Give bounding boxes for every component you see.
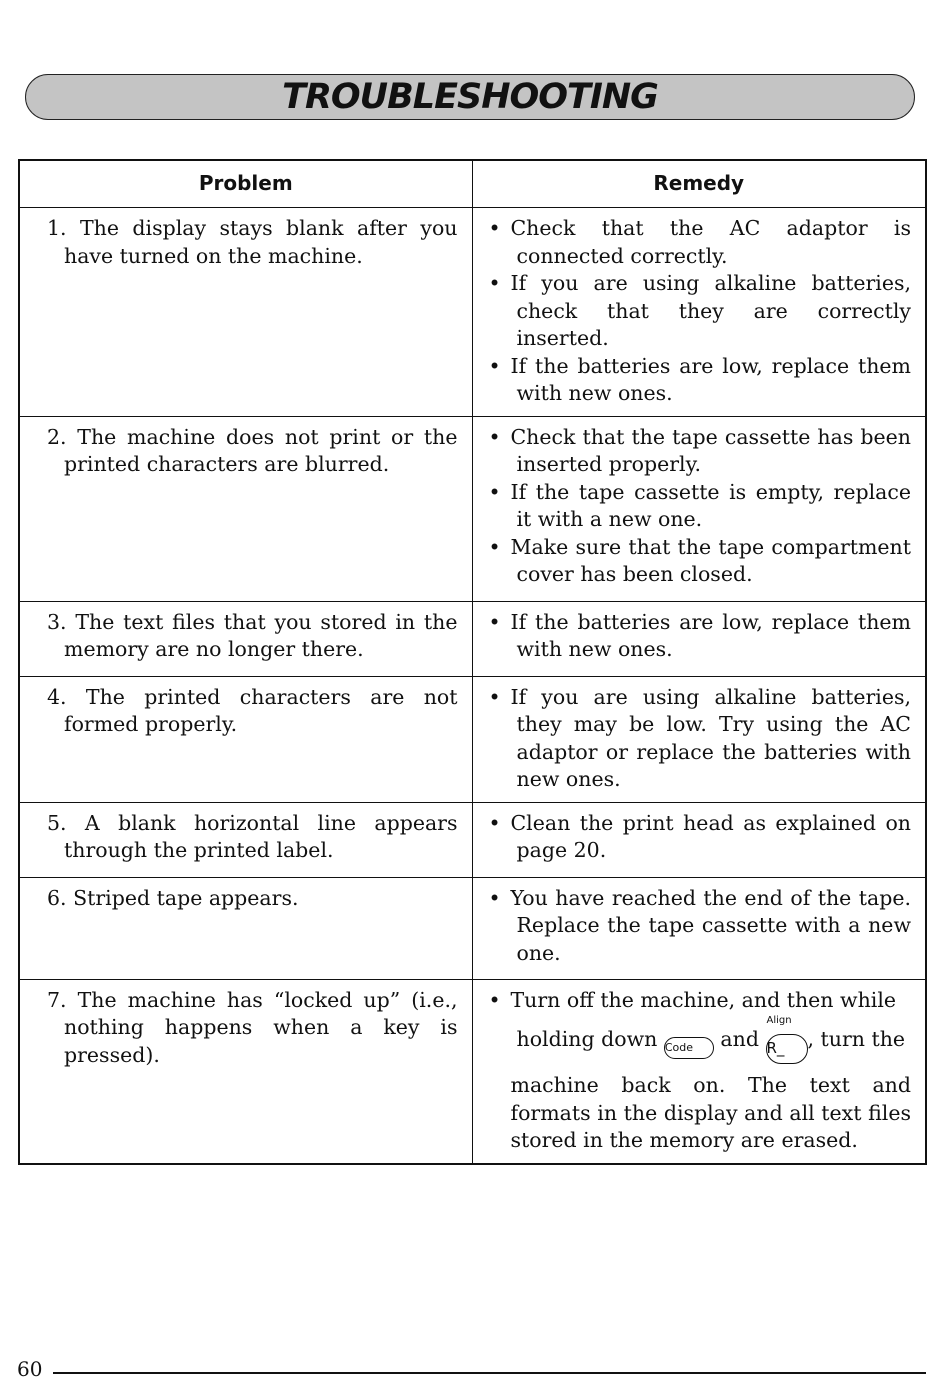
problem-text: 7. The machine has “locked up” (i.e., nothing happens when a key is pressed).	[47, 987, 458, 1067]
remedy-item: • Check that the tape cassette has been inserted properly.	[488, 424, 911, 476]
problem-text: 3. The text files that you stored in the memory are no longer there.	[47, 609, 458, 661]
problem-text: 6. Striped tape appears.	[47, 885, 299, 910]
problem-text: 4. The printed characters are not formed properly.	[47, 684, 458, 736]
header-problem: Problem	[19, 160, 472, 208]
code-key-icon: Code	[664, 1037, 714, 1059]
remedy-item: • If the batteries are low, replace them with new ones.	[488, 609, 911, 661]
problem-text: 1. The display stays blank after you have turned on the machine.	[47, 216, 458, 268]
page-title: TROUBLESHOOTING	[282, 77, 658, 117]
remedy-item: • Make sure that the tape compartment cover has been closed.	[488, 534, 911, 586]
table-row	[19, 416, 926, 601]
page-number: 60	[17, 1357, 43, 1381]
remedy-item: • Turn off the machine, and then while holding down Code and Align R_ , turn the machine back on. The text and formats in the display and all text files stored in the memory are erased.	[488, 987, 911, 1152]
remedy-item: • If the tape cassette is empty, replace it with a new one.	[488, 479, 911, 531]
table-row	[19, 979, 926, 1164]
remedy-item: • If the batteries are low, replace them with new ones.	[488, 353, 911, 405]
table-row	[19, 877, 926, 979]
remedy-item: • Clean the print head as explained on page 20.	[488, 810, 911, 862]
table-header-row	[19, 160, 926, 208]
troubleshooting-table	[18, 159, 927, 1165]
align-key-icon: Align R_	[766, 1034, 808, 1064]
footer-rule	[53, 1372, 926, 1374]
problem-text: 5. A blank horizontal line appears through the printed label.	[47, 810, 458, 862]
section-title-bar	[25, 74, 915, 120]
table-row	[19, 802, 926, 877]
table-row	[19, 676, 926, 802]
table-row	[19, 601, 926, 676]
table-row	[19, 208, 926, 417]
header-remedy: Remedy	[472, 160, 926, 208]
remedy-item: • If you are using alkaline batteries, check that they are correctly inserted.	[488, 271, 911, 350]
problem-text: 2. The machine does not print or the printed characters are blurred.	[47, 424, 458, 476]
remedy-item: • Check that the AC adaptor is connected correctly.	[488, 216, 911, 268]
remedy-item: • If you are using alkaline batteries, they may be low. Try using the AC adaptor or replace the batteries with new ones.	[488, 684, 911, 791]
remedy-item: • You have reached the end of the tape. Replace the tape cassette with a new one.	[488, 885, 911, 965]
